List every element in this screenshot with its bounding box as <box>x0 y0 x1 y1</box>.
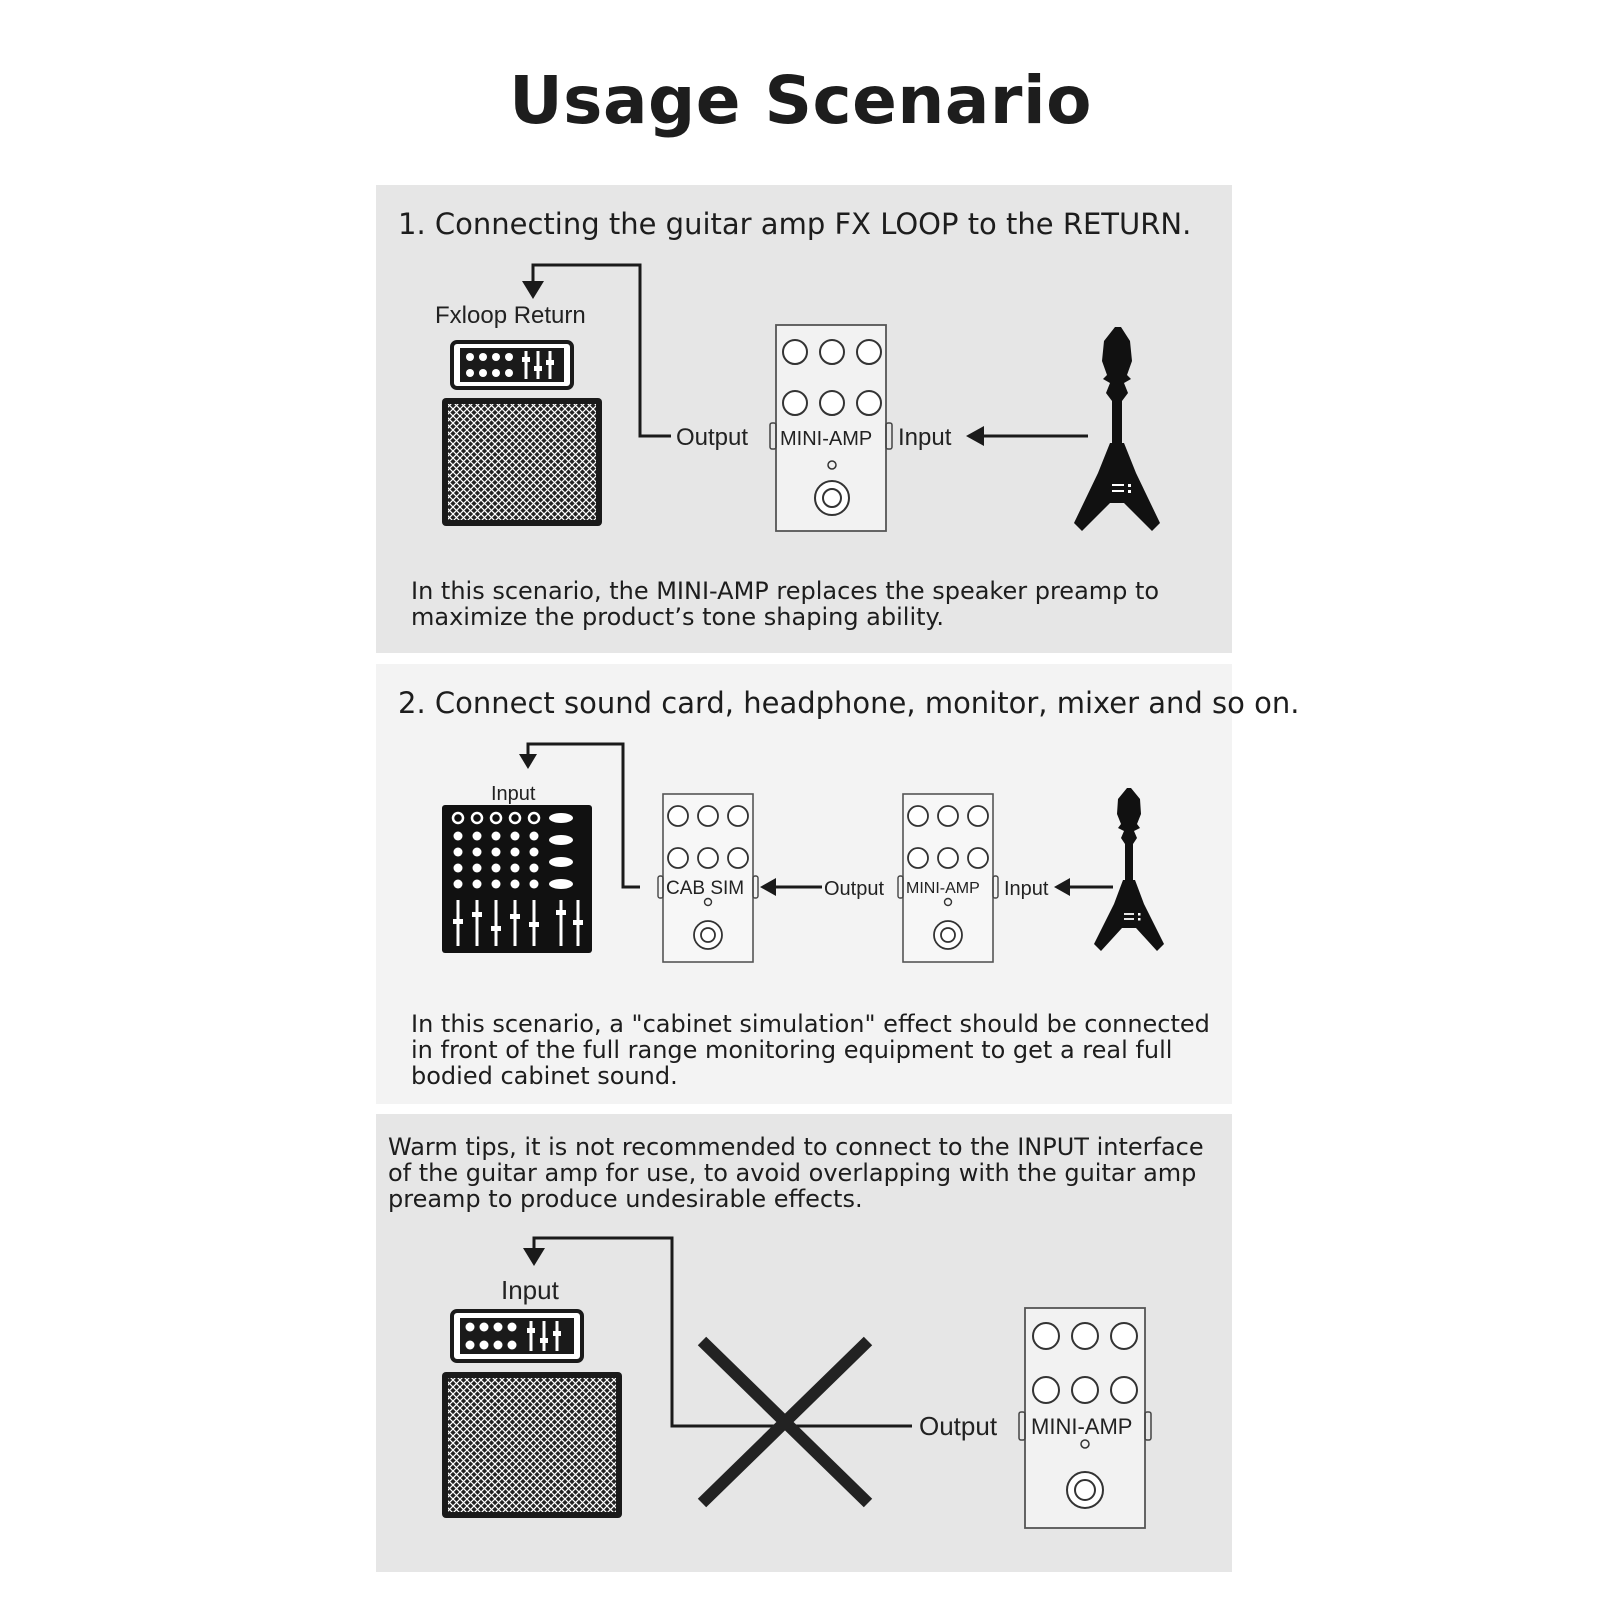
output-label: Output <box>919 1411 998 1441</box>
input-label: Input <box>1004 878 1049 900</box>
arrow-left-icon <box>966 426 984 446</box>
amp-cabinet <box>442 398 602 526</box>
mini-amp-label: MINI-AMP <box>1031 1414 1133 1439</box>
arrow-left-icon <box>760 878 776 896</box>
note-line: Warm tips, it is not recommended to connect to the INPUT interface <box>388 1133 1204 1161</box>
arrow-down-icon <box>519 754 537 769</box>
amp-head <box>452 342 572 388</box>
guitar-icon <box>1074 327 1160 531</box>
scenario-1-panel <box>376 185 1232 653</box>
mini-amp-label: MINI-AMP <box>906 880 980 897</box>
scenario-1-heading: 1. Connecting the guitar amp FX LOOP to the RETURN. <box>398 207 1192 241</box>
amp-head <box>452 1311 582 1361</box>
amp-cabinet <box>442 1372 622 1518</box>
warning-panel <box>376 1114 1232 1572</box>
mixer-icon <box>442 805 592 953</box>
note-line: preamp to produce undesirable effects. <box>388 1185 863 1213</box>
note-line: of the guitar amp for use, to avoid overlapping with the guitar amp <box>388 1159 1197 1187</box>
scenario-1-note <box>411 578 1159 630</box>
mixer-input-label: Input <box>491 783 536 805</box>
output-label: Output <box>676 424 749 451</box>
scenario-2-panel <box>376 664 1300 1104</box>
cross-icon <box>702 1341 868 1503</box>
input-label: Input <box>898 424 952 451</box>
fxloop-return-label: Fxloop Return <box>435 302 586 329</box>
arrow-down-icon <box>523 1248 545 1266</box>
scenario-2-note <box>411 1011 1210 1089</box>
amp-input-label: Input <box>501 1275 559 1305</box>
cab-sim-label: CAB SIM <box>666 878 745 899</box>
arrow-down-icon <box>522 281 544 299</box>
page-title: Usage Scenario <box>509 62 1092 139</box>
note-line: maximize the product’s tone shaping ability. <box>411 603 944 631</box>
mini-amp-label: MINI-AMP <box>780 428 873 450</box>
arrow-left-icon <box>1054 878 1070 896</box>
note-line: In this scenario, a "cabinet simulation" effect should be connected <box>411 1010 1210 1038</box>
scenario-2-heading: 2. Connect sound card, headphone, monitor, mixer and so on. <box>398 686 1300 720</box>
output-label: Output <box>824 878 885 900</box>
guitar-icon <box>1094 788 1164 951</box>
warning-diagram <box>376 1114 1232 1572</box>
note-line: In this scenario, the MINI-AMP replaces the speaker preamp to <box>411 577 1160 605</box>
note-line: bodied cabinet sound. <box>411 1062 678 1090</box>
note-line: in front of the full range monitoring equipment to get a real full <box>411 1036 1173 1064</box>
mini-amp-pedal <box>898 794 998 962</box>
